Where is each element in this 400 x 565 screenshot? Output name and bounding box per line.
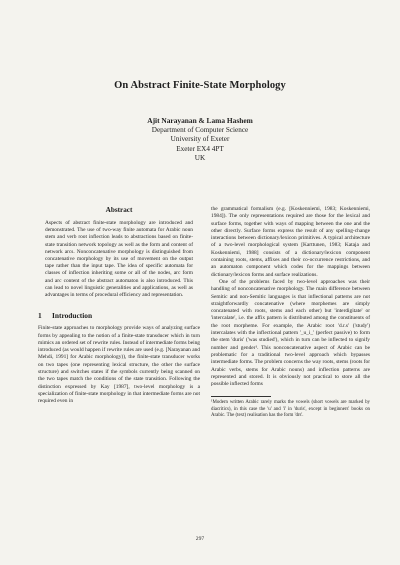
section-number: 1 [38, 311, 42, 321]
affiliation-department: Department of Computer Science [151, 125, 249, 134]
author-block [0, 116, 400, 164]
footnote: ¹Modern written Arabic rarely marks the vowels (short vowels are marked by diacritics), in this case the 'u' and 'i' in 'duris', except in beginners' books on Arabic. The (text) realisation has the form 'drs'. [211, 400, 370, 418]
abstract-heading: Abstract [105, 206, 133, 214]
author-names: Ajit Narayanan & Lama Hashem [147, 116, 253, 125]
body-paragraph: the grammatical formalism (e.g. [Koskenniemi, 1983; Koskenniemi, 1984]). The only representations required are those for the lexical and surface forms, together with ways of mapping between the one and the other directly. Surface forms express the result of any spelling-change interactions between dictionary/lexicon primitives. A typical architecture of a two-level morphological system [Karttunen, 1983; Kataja and Koskenniemi, 1988] consists of a dictionary/lexicon component containing roots, stems, affixes and their co-occurrence restrictions, and an automaton component which codes for the mappings between dictionary/lexicon forms and surface realizations. [211, 206, 370, 278]
right-column [211, 206, 370, 419]
introduction-paragraph: Finite-state approaches to morphology provide ways of analyzing surface forms by appealing to the notion of a finite-state transducer which in turn mimics an ordered set of rewrite rules. Instead of intermediate forms being introduced (as would happen if rewrite rules are used (e.g. [Narayanan and Mehdi, 1991] for Arabic morphology)), the finite-state transducer works on two tapes (one representing lexical structure, the other the surface structure) and switches states if the symbols currently being scanned on the two tapes match the conditions of the state transition. Following the distinction expressed by Kay [1987], two-level morphology is a specialization of finite-state morphology in that intermediate forms are not required even in [38, 325, 200, 405]
affiliation-city: Exeter EX4 4PT [176, 144, 224, 153]
body-paragraph: One of the problems faced by two-level approaches was their handling of nonconcatenative morphology. The main difference between Semitic and non-Semitic languages is that inflectional patterns are not straightforwardly concatenative (where morphemes are simply concatenated with roots, stems and each other) but 'interdigitate' or 'intercalate', i.e. the affix pattern is distributed among the constituents of the root morpheme. For example, the Arabic root 'd.r.s' ('study') intercalates with the inflectional pattern '_u_i_' (perfect passive) to form the stem 'duris' ('was studied'), which in turn can be inflected to signify number and gender¹. This nonconcatenative aspect of Arabic can be problematic for a traditional two-level approach which bypasses intermediate forms. The problem concerns the way roots, stems (roots for Arabic verbs, stems for Arabic nouns) and inflection patterns are represented and stored. It is obviously not practical to store all the possible inflected forms [211, 278, 370, 388]
paper-title: On Abstract Finite-State Morphology [114, 80, 286, 91]
section-title: Introduction [52, 311, 93, 321]
footnote-divider [211, 396, 271, 397]
abstract-text: Aspects of abstract finite-state morphology are introduced and demonstrated. The use of two-way finite automata for Arabic noun stem and verb root inflection leads to abstractions based on finite-state transition network topology as well as the form and content of network arcs. Nonconcatenative morphology is distinguished from concatenative morphology by its use of movement on the output tape rather than the input tape. The idea of specific automata for classes of inflection inheriting some or all of the nodes, arc form and arc content of the abstract automaton is also introduced. This can lead to novel linguistic generalities and applications, as well as advantages in terms of procedural efficiency and representation. [45, 220, 193, 299]
left-column [38, 206, 200, 406]
page-number: 297 [195, 536, 205, 542]
affiliation-country: UK [194, 154, 206, 162]
affiliation-university: University of Exeter [170, 135, 230, 143]
section-heading [38, 311, 200, 320]
